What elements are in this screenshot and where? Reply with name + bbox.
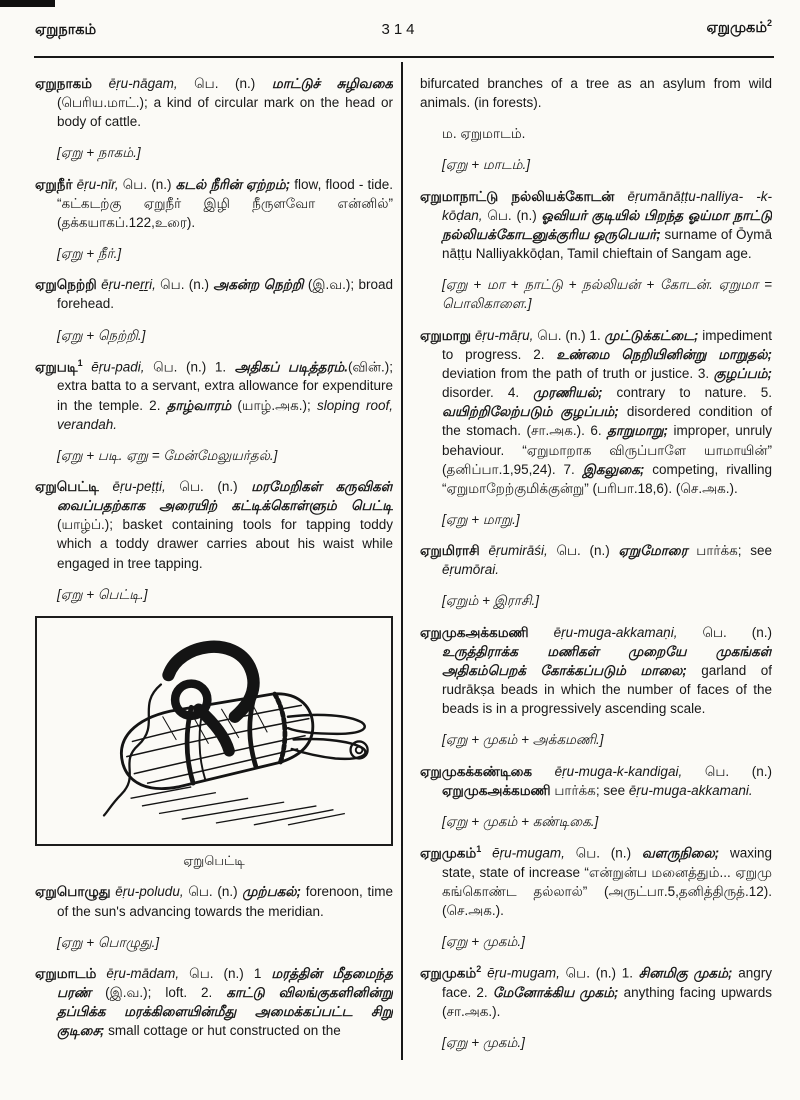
entry-text: ஏறுமோரை bbox=[618, 543, 688, 559]
entry-text: மரமேறிகள் கருவிகள் வைப்பதற்காக அரையிற் கட்டிக்கொள்ளும் பெட்டி bbox=[57, 479, 393, 514]
entry-text: ம. ஏறுமாடம். bbox=[442, 126, 526, 142]
entry-text: தாழ்வாரம் bbox=[166, 397, 232, 413]
dictionary-entry bbox=[35, 175, 393, 264]
transliteration-text: ēṛu-neṟṟi, bbox=[101, 277, 156, 293]
etymology-line bbox=[420, 155, 772, 174]
entry-text: பெ. (n.) bbox=[677, 624, 772, 640]
etymology-line bbox=[420, 591, 772, 610]
entry-text: தாறுமாறு; bbox=[607, 423, 668, 439]
entry-text: [ஏறு + நாகம்.] bbox=[57, 145, 141, 161]
transliteration-text: ēṛumōrai. bbox=[442, 562, 500, 578]
left-column bbox=[35, 74, 393, 1084]
headword-superscript: 2 bbox=[476, 964, 482, 975]
entry-text: [ஏறு + மாடம்.] bbox=[442, 157, 530, 173]
entry-text: disordered condition of the stomach. (சா.அக.). 6. bbox=[442, 404, 772, 439]
entry-paragraph bbox=[420, 74, 772, 112]
transliteration-text: ēṛu-muga-akkamani. bbox=[628, 782, 753, 798]
etymology-line bbox=[420, 730, 772, 749]
entry-text: competing, rivalling “ஏறுமாறேற்குமிக்குன்று” (பரிபா.18,6). (செ.அக.). bbox=[442, 461, 772, 496]
transliteration-text: ēṛu-nāgam, bbox=[108, 76, 178, 91]
running-head-right bbox=[707, 18, 772, 38]
transliteration-text: ēṛu-mugam, bbox=[487, 965, 560, 981]
entry-text: பெ. (n.) 1. bbox=[144, 359, 235, 375]
dictionary-entry bbox=[35, 357, 393, 465]
headword-text: ஏறுபடி bbox=[35, 359, 78, 375]
entry-text: பெ. (n.) bbox=[165, 479, 252, 494]
transliteration-text: ēṛu-peṭṭi, bbox=[112, 479, 166, 494]
entry-text: மாட்டுச் சுழிவகை bbox=[271, 76, 393, 91]
entry-text: garland of rudrākṣa beads in which the number of faces of the beads is in a progressively ascending scale. bbox=[442, 662, 772, 717]
etymology-line bbox=[35, 143, 393, 162]
dictionary-entry bbox=[35, 964, 393, 1041]
entry-text: உண்மை நெறியினின்று மாறுதல்; bbox=[556, 346, 772, 362]
headword-text: ஏறுநீர் bbox=[35, 176, 77, 192]
entry-text: (இ.வ.); broad forehead. bbox=[57, 277, 393, 312]
page-number: 314 bbox=[381, 21, 419, 38]
entry-text: surname of Ōymā nāṭṭu Nalliyakkōḍan, Tamil chieftain of Sangam age. bbox=[442, 226, 772, 262]
headword-text: ஏறுபெட்டி bbox=[35, 479, 113, 494]
transliteration-text: ēṛu-muga-k-kandigai, bbox=[554, 763, 683, 779]
entry-text: bifurcated branches of a tree as an asylum from wild animals. (in forests). bbox=[420, 76, 772, 111]
etymology-line bbox=[420, 1033, 772, 1052]
entry-text: [ஏறு + நெற்றி.] bbox=[57, 327, 146, 343]
dictionary-entry bbox=[420, 843, 772, 951]
entry-text: [ஏறும் + இராசி.] bbox=[442, 593, 540, 609]
entry-text: [ஏறு + மாறு.] bbox=[442, 511, 520, 527]
entry-paragraph bbox=[420, 187, 772, 264]
entry-text: சினமிகு முகம்; bbox=[638, 965, 733, 981]
headword-superscript: 1 bbox=[476, 844, 482, 854]
transliteration-text: ēṛu-māṛu, bbox=[474, 327, 534, 343]
entry-text: ஓவியர் குடியில் பிறந்த ஓய்மா நாட்டு நல்லியக்கோடனுக்குரிய ஒருபெயர்; bbox=[442, 207, 772, 242]
entry-text: முற்பகல்; bbox=[242, 884, 301, 900]
entry-text: குழப்பம்; bbox=[713, 365, 772, 381]
entry-paragraph bbox=[420, 762, 772, 800]
entry-text: (யாழ்ப்.); basket containing tools for tapping toddy which a toddy drawer carries about his waist while engaged in tree tapping. bbox=[57, 517, 393, 571]
entry-text: angry face. 2. bbox=[442, 965, 772, 1000]
headword-text: ஏறுமுகம் bbox=[420, 965, 477, 981]
entry-text: improper, unruly behaviour. “ஏறுமாறாக விருப்பாளே யாமாயின்” (தனிப்பா.1,95,24). 7. bbox=[442, 423, 772, 477]
entry-text: forenoon, time of the sun's advancing towards the meridian. bbox=[57, 884, 393, 919]
entry-text: பெ. (n.) bbox=[564, 845, 642, 861]
headword-text: ஏறுமுகக்கண்டிகை bbox=[420, 763, 555, 779]
entry-text: contrary to nature. 5. bbox=[602, 385, 772, 401]
entry-text: [ஏறு + முகம் + அக்கமணி.] bbox=[442, 732, 604, 748]
etymology-line bbox=[35, 446, 393, 465]
headword-text: ஏறுமாறு bbox=[420, 327, 475, 343]
transliteration-text: ēṛu-nīr, bbox=[76, 176, 119, 192]
etymology-line bbox=[420, 932, 772, 951]
headword-text: ஏறுநாகம் bbox=[35, 76, 109, 91]
entry-text: முரணியல்; bbox=[533, 385, 603, 401]
dictionary-entry bbox=[420, 762, 772, 831]
entry-text: பெ. (n.) 1. bbox=[559, 965, 639, 981]
entry-text: பெ. (n.) bbox=[482, 207, 542, 223]
entry-text: [ஏறு + நீர்.] bbox=[57, 246, 122, 262]
cross-reference-line bbox=[420, 124, 772, 143]
toddy-basket-illustration bbox=[49, 625, 379, 837]
entry-text: [ஏறு + பொழுது.] bbox=[57, 934, 160, 950]
entry-paragraph bbox=[35, 357, 393, 434]
transliteration-text: ēṛumirāśi, bbox=[488, 543, 548, 559]
entry-text: (பெரிய.மாட்.); a kind of circular mark on the head or body of cattle. bbox=[57, 95, 393, 130]
dictionary-entry bbox=[35, 882, 393, 951]
headword-text: ஏறுமுகம் bbox=[420, 845, 477, 861]
entry-text: [ஏறு + மா + நாட்டு + நல்லியன் + கோடன். ஏறுமா = பொலிகாளை.] bbox=[442, 277, 772, 312]
entry-text: பெ. (n.) bbox=[183, 884, 243, 900]
entry-text: வளருநிலை; bbox=[641, 845, 720, 861]
entry-paragraph bbox=[420, 843, 772, 920]
transliteration-text: ēṛu-mādam, bbox=[106, 965, 180, 981]
entry-text: முட்டுக்கட்டை; bbox=[604, 327, 699, 343]
entry-text: அகன்ற நெற்றி bbox=[213, 277, 304, 293]
entry-text: flow, flood - tide. “கட்கடற்கு ஏறுநீர் இழி நீருளவோ என்னில்” (தக்கயாகப்.122,உரை). bbox=[57, 176, 393, 230]
entry-text bbox=[83, 359, 92, 374]
dictionary-entry bbox=[420, 623, 772, 750]
transliteration-text: sloping roof, verandah. bbox=[57, 397, 393, 432]
entry-text: மேனோக்கிய முகம்; bbox=[492, 984, 619, 1000]
etymology-line bbox=[35, 585, 393, 604]
entry-text: [ஏறு + படி. ஏறு = மேன்மேலுயர்தல்.] bbox=[57, 447, 278, 463]
running-head-right-superscript: 2 bbox=[766, 18, 772, 28]
entry-text: (இ.வ.); loft. 2. bbox=[91, 985, 227, 1001]
transliteration-text: ēṛu-mugam, bbox=[492, 845, 565, 861]
entry-text: பெ. (n.) bbox=[682, 763, 772, 779]
dictionary-entry bbox=[420, 187, 772, 314]
entry-text: deviation from the path of truth or justice. 3. bbox=[442, 365, 714, 381]
headword-text: ஏறுமாடம் bbox=[35, 965, 107, 981]
entry-paragraph bbox=[35, 964, 393, 1041]
transliteration-text: ēṛu-poludu, bbox=[115, 884, 184, 900]
figure-box bbox=[35, 616, 393, 846]
entry-text: [ஏறு + முகம்.] bbox=[442, 934, 525, 950]
dictionary-entry bbox=[35, 74, 393, 163]
transliteration-text: ēṛu-muga-akkamaṇi, bbox=[553, 624, 678, 640]
etymology-line bbox=[420, 812, 772, 831]
entry-text: பெ. (n.) 1 bbox=[179, 965, 272, 981]
running-head-right-word: ஏறுமுகம் bbox=[706, 19, 767, 36]
running-head-left: ஏறுநாகம் bbox=[35, 22, 97, 38]
entry-paragraph bbox=[420, 541, 772, 579]
entry-text: [ஏறு + பெட்டி.] bbox=[57, 586, 148, 602]
headword-text: ஏறுமிராசி bbox=[420, 543, 489, 559]
etymology-line bbox=[35, 326, 393, 345]
figure-caption: ஏறுபெட்டி bbox=[183, 852, 245, 868]
figure-block bbox=[35, 616, 393, 870]
entry-text: impediment to progress. 2. bbox=[442, 327, 772, 362]
header-rule bbox=[34, 56, 774, 58]
entry-text: பெ. (n.) 1. bbox=[533, 327, 605, 343]
dictionary-entry bbox=[35, 477, 393, 604]
entry-text: (வின்.); extra batta to a servant, extra allowance for expenditure in the temple. 2. bbox=[57, 359, 393, 413]
etymology-line bbox=[35, 933, 393, 952]
scan-artifact bbox=[0, 0, 55, 7]
entry-paragraph bbox=[35, 175, 393, 232]
dictionary-entry bbox=[35, 275, 393, 344]
entry-text: anything facing upwards (சா.அக.). bbox=[442, 984, 772, 1020]
entry-text: பெ. (n.) bbox=[547, 543, 619, 559]
etymology-line bbox=[35, 244, 393, 263]
entry-text bbox=[481, 846, 492, 861]
dictionary-entry bbox=[420, 326, 772, 530]
dictionary-entry bbox=[420, 963, 772, 1052]
entry-text: வயிற்றிலேற்படும் குழப்பம்; bbox=[442, 404, 619, 420]
entry-paragraph bbox=[420, 963, 772, 1021]
entry-text: waxing state, state of increase “என்றுன்ப மனைத்தும்... ஏறுமு கங்கொண்ட தல்லால்” (அருட்பா.5,தனித்திருத்.12). (செ.அக.). bbox=[442, 845, 772, 918]
entry-text: பெ. (n.) bbox=[155, 277, 214, 293]
headword-superscript: 1 bbox=[77, 357, 83, 368]
headword-text: ஏறுநெற்றி bbox=[35, 277, 102, 293]
entry-paragraph bbox=[35, 275, 393, 313]
right-column bbox=[420, 74, 772, 1084]
entry-text: small cottage or hut constructed on the bbox=[104, 1023, 341, 1039]
entry-text: மரத்தின் மீதமைந்த பரண் bbox=[57, 965, 393, 1001]
entry-paragraph bbox=[35, 477, 393, 573]
entry-text: [ஏறு + முகம் + கண்டிகை.] bbox=[442, 813, 599, 829]
entry-text: காட்டு விலங்குகளினின்று தப்பிக்க மரக்கிளையின்மீது அமைக்கப்பட்ட சிறு குடிசை; bbox=[57, 985, 393, 1039]
headword-text: ஏறுபொழுது bbox=[35, 884, 116, 900]
entry-paragraph bbox=[420, 326, 772, 498]
entry-text: பார்க்க; see bbox=[550, 782, 629, 798]
entry-text: பெ. (n.) bbox=[118, 176, 176, 192]
entry-paragraph bbox=[420, 623, 772, 719]
dictionary-entry bbox=[420, 74, 772, 175]
entry-text: பார்க்க; see bbox=[687, 543, 772, 559]
entry-text: அதிகப் படித்தரம். bbox=[234, 359, 349, 375]
headword-text: ஏறுமுகஅக்கமணி bbox=[442, 782, 551, 798]
headword-text: ஏறுமாநாட்டு நல்லியக்கோடன் bbox=[420, 188, 628, 204]
transliteration-text: ēṛu-padi, bbox=[91, 359, 145, 375]
headword-text: ஏறுமுகஅக்கமணி bbox=[420, 624, 554, 640]
entry-text: disorder. 4. bbox=[442, 385, 534, 401]
entry-text: இகலுகை; bbox=[582, 461, 645, 477]
etymology-line bbox=[420, 510, 772, 529]
etymology-line bbox=[420, 275, 772, 313]
entry-text: பெ. (n.) bbox=[177, 76, 272, 91]
entry-text: [ஏறு + முகம்.] bbox=[442, 1035, 525, 1051]
entry-paragraph bbox=[35, 74, 393, 131]
entry-paragraph bbox=[35, 882, 393, 920]
entry-text: கடல் நீரின் ஏற்றம்; bbox=[175, 176, 291, 192]
column-divider bbox=[401, 62, 403, 1060]
entry-text: உருத்திராக்க மணிகள் முறையே முகங்கள் அதிகம்பெறக் கோக்கப்படும் மாலை; bbox=[442, 643, 772, 678]
entry-text: (யாழ்.அக.); bbox=[231, 397, 317, 413]
transliteration-text: ēṛumānāṭṭu-nalliya- -k-kōḍan, bbox=[442, 188, 772, 223]
dictionary-entry bbox=[420, 541, 772, 610]
